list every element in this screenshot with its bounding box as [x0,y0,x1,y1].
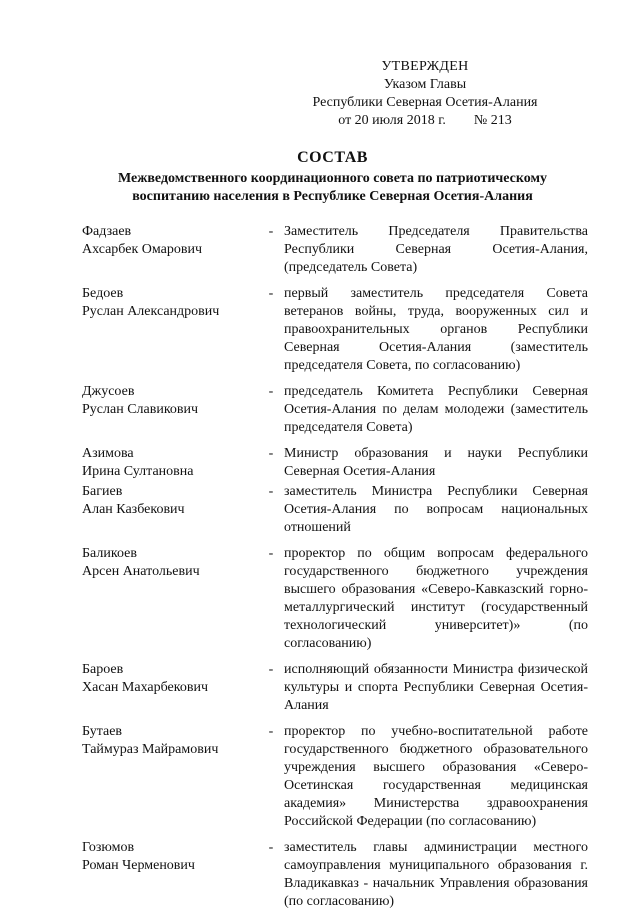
member-dash: - [268,546,274,561]
member-dash: - [268,384,274,399]
member-dash: - [268,840,274,855]
member-dash: - [268,662,274,677]
member-given-name: Руслан Александрович [82,304,220,319]
approval-heading: УТВЕРЖДЕН [381,59,469,74]
member-position: председатель Комитета Республики Северная Осетия-Алания по делам молодежи (заместитель председателя Совета) [284,384,588,435]
member-name [82,483,258,519]
member-dash: - [268,224,274,239]
member-surname: Бедоев [82,286,124,301]
member-dash: - [268,286,274,301]
member-surname: Бутаев [82,724,123,739]
title-sub-line-2: воспитанию населения в Республике Северная Осетия-Алания [132,189,533,204]
member-given-name: Таймураз Майрамович [82,742,219,757]
approval-date: от 20 июля 2018 г. [338,113,446,128]
member-surname: Джусоев [82,384,135,399]
member-position: заместитель Министра Республики Северная Осетия-Алания по вопросам национальных отношений [284,484,588,535]
member-position: проректор по учебно-воспитательной работе государственного бюджетного образовательного учреждения высшего образования «Северо-Осетинская государственная медицинская академия» Министерства здравоохранения Российской Федерации (по согласованию) [284,724,588,829]
member-surname: Азимова [82,446,134,461]
member-surname: Бароев [82,662,124,677]
member-row [82,383,602,437]
member-surname: Баликоев [82,546,137,561]
member-dash: - [268,484,274,499]
member-name [82,445,258,481]
member-dash: - [268,724,274,739]
member-given-name: Хасан Махарбекович [82,680,208,695]
member-position: исполняющий обязанности Министра физической культуры и спорта Республики Северная Осетия-Алания [284,662,588,713]
member-name [82,839,258,875]
member-name [82,723,258,759]
member-row [82,483,602,537]
approval-date-line [300,112,550,130]
member-given-name: Роман Черменович [82,858,195,873]
member-dash: - [268,446,274,461]
member-position: первый заместитель председателя Совета ветеранов войны, труда, вооруженных сил и правоохранительных органов Республики Северная Осетия-Алания (заместитель председателя Совета, по согласованию) [284,286,588,373]
member-position: проректор по общим вопросам федерального государственного бюджетного учреждения высшего образования «Северо-Кавказский горно-металлургический институт (государственный технологический университет)» (по согласованию) [284,546,588,651]
approval-decree-line: Указом Главы [383,77,467,92]
member-surname: Гозюмов [82,840,135,855]
member-row [82,723,602,831]
member-given-name: Алан Казбекович [82,502,185,517]
member-given-name: Ахсарбек Омарович [82,242,202,257]
title-sub-line-1: Межведомственного координационного совета по патриотическому [117,171,548,186]
member-row [82,223,602,277]
member-name [82,383,258,419]
approval-block [300,58,550,130]
member-given-name: Ирина Султановна [82,464,194,479]
member-position: заместитель главы администрации местного самоуправления муниципального образования г. Владикавказ - начальник Управления образования (по согласованию) [284,840,588,909]
member-name [82,285,258,321]
approval-republic-line: Республики Северная Осетия-Алания [312,95,538,110]
member-row [82,839,602,911]
member-row [82,545,602,653]
member-position: Заместитель Председателя Правительства Республики Северная Осетия-Алания, (председатель Совета) [284,224,588,275]
member-row [82,661,602,715]
approval-number: № 213 [473,113,512,128]
member-given-name: Руслан Славикович [82,402,199,417]
member-row [82,285,602,375]
member-name [82,661,258,697]
member-position: Министр образования и науки Республики Северная Осетия-Алания [284,446,588,479]
member-name [82,545,258,581]
document-title [70,149,595,206]
member-name [82,223,258,259]
member-row [82,445,602,481]
member-surname: Фадзаев [82,224,132,239]
member-surname: Багиев [82,484,123,499]
member-given-name: Арсен Анатольевич [82,564,200,579]
title-main: СОСТАВ [297,149,368,166]
members-list [82,223,602,911]
